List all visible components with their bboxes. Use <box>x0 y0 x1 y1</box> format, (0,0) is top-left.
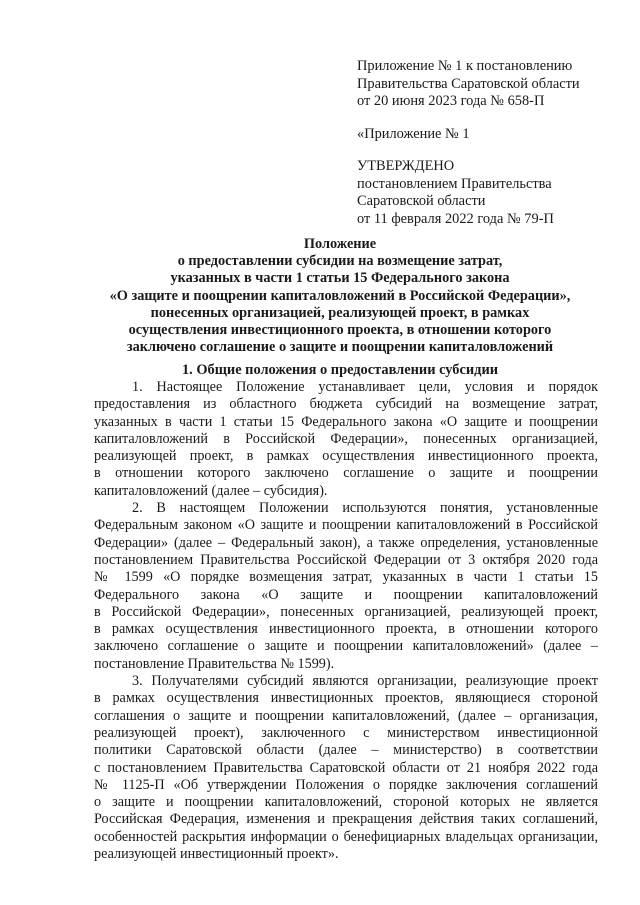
paragraph-line: заключено соглашение о защите и поощрении капиталовложений» (далее – <box>94 638 598 655</box>
title-line: заключено соглашение о защите и поощрении капиталовложений <box>126 339 554 356</box>
document-body <box>94 379 598 863</box>
paragraph-line: в Российской Федерации», понесенных организацией, реализующей проект, <box>94 603 598 620</box>
paragraph <box>94 379 598 500</box>
paragraph-line: в рамках осуществления инвестиционного проекта, в отношении которого <box>94 621 598 638</box>
paragraph-line: реализующей инвестиционный проект». <box>94 846 339 863</box>
paragraph-line: Федерации» (далее – Федеральный закон), а также определения, установленные <box>94 534 598 551</box>
paragraph-line: политики Саратовской области (далее – министерство) в соответствии <box>94 742 598 759</box>
approval-line: от 11 февраля 2022 года № 79-П <box>357 210 554 227</box>
paragraph-line: № 1125-П «Об утверждении Положения о порядке заключения соглашений <box>94 776 598 793</box>
title-line: «О защите и поощрении капиталовложений в Российской Федерации», <box>109 287 571 304</box>
paragraph <box>94 673 598 863</box>
paragraph-line: в рамках осуществления инвестиционных проектов, являющиеся стороной <box>94 690 598 707</box>
approval-line: Саратовской области <box>357 193 486 209</box>
paragraph-line: особенностей раскрытия информации о бенефициарных владельцах организации, <box>94 828 598 845</box>
paragraph-line: 3. Получателями субсидий являются организации, реализующие проект <box>132 673 598 690</box>
paragraph-line: Федеральным законом «О защите и поощрении капиталовложений в Российской <box>94 517 598 534</box>
approval-line: от 20 июня 2023 года № 658-П <box>357 93 545 109</box>
approval-line: Приложение № 1 к постановлению <box>357 58 573 74</box>
paragraph-line: указанных в части 1 статьи 15 Федерального закона «О защите и поощрении <box>94 413 598 430</box>
approval-line: «Приложение № 1 <box>357 125 470 142</box>
paragraph-line: № 1599 «О порядке возмещения затрат, указанных в части 1 статьи 15 <box>94 569 598 586</box>
paragraph-line: реализующей проект), заключенного с министерством инвестиционной <box>94 724 598 741</box>
paragraph-line: постановление Правительства № 1599). <box>94 655 335 672</box>
paragraph-line: Федерального закона «О защите и поощрении капиталовложений <box>94 586 598 603</box>
approval-block <box>357 58 627 228</box>
approval-line: постановлением Правительства <box>357 175 552 192</box>
title-line: о предоставлении субсидии на возмещение затрат, <box>177 253 503 270</box>
approval-line: УТВЕРЖДЕНО <box>357 158 455 174</box>
paragraph-line: 1. Настоящее Положение устанавливает цели, условия и порядок <box>132 379 598 395</box>
paragraph-line: о защите и поощрении капиталовложений, стороной которых не является <box>94 794 598 811</box>
section-heading: 1. Общие положения о предоставлении субсидии <box>181 362 499 378</box>
paragraph-line: с постановлением Правительства Саратовской области от 21 ноября 2022 года <box>94 759 598 776</box>
approval-line: Правительства Саратовской области <box>357 75 580 92</box>
paragraph-line: в отношении которого заключено соглашение о защите и поощрении <box>94 465 598 482</box>
paragraph-line: капиталовложений в Российской Федерации», понесенных организацией, <box>94 430 598 447</box>
paragraph-line: капиталовложений (далее – субсидия). <box>94 482 328 499</box>
paragraph-line: предоставления из областного бюджета субсидий на возмещение затрат, <box>94 396 598 413</box>
paragraph-line: Российская Федерация, изменения и прекращения действия таких соглашений, <box>94 811 598 828</box>
paragraph-line: постановлением Правительства Российской Федерации от 3 октября 2020 года <box>94 551 598 568</box>
paragraph-line: соглашения о защите и поощрении капиталовложений, (далее – организация, <box>94 707 598 724</box>
title-line: понесенных организацией, реализующей проект, в рамках <box>150 304 530 321</box>
document-title <box>70 236 610 356</box>
title-line: Положение <box>303 236 377 252</box>
title-line: осуществления инвестиционного проекта, в отношении которого <box>128 322 552 339</box>
paragraph <box>94 500 598 673</box>
paragraph-line: 2. В настоящем Положении используются понятия, установленные <box>132 500 598 517</box>
paragraph-line: реализующей проект, в рамках осуществления инвестиционного проекта, <box>94 448 598 465</box>
title-line: указанных в части 1 статьи 15 Федерального закона <box>170 270 510 287</box>
